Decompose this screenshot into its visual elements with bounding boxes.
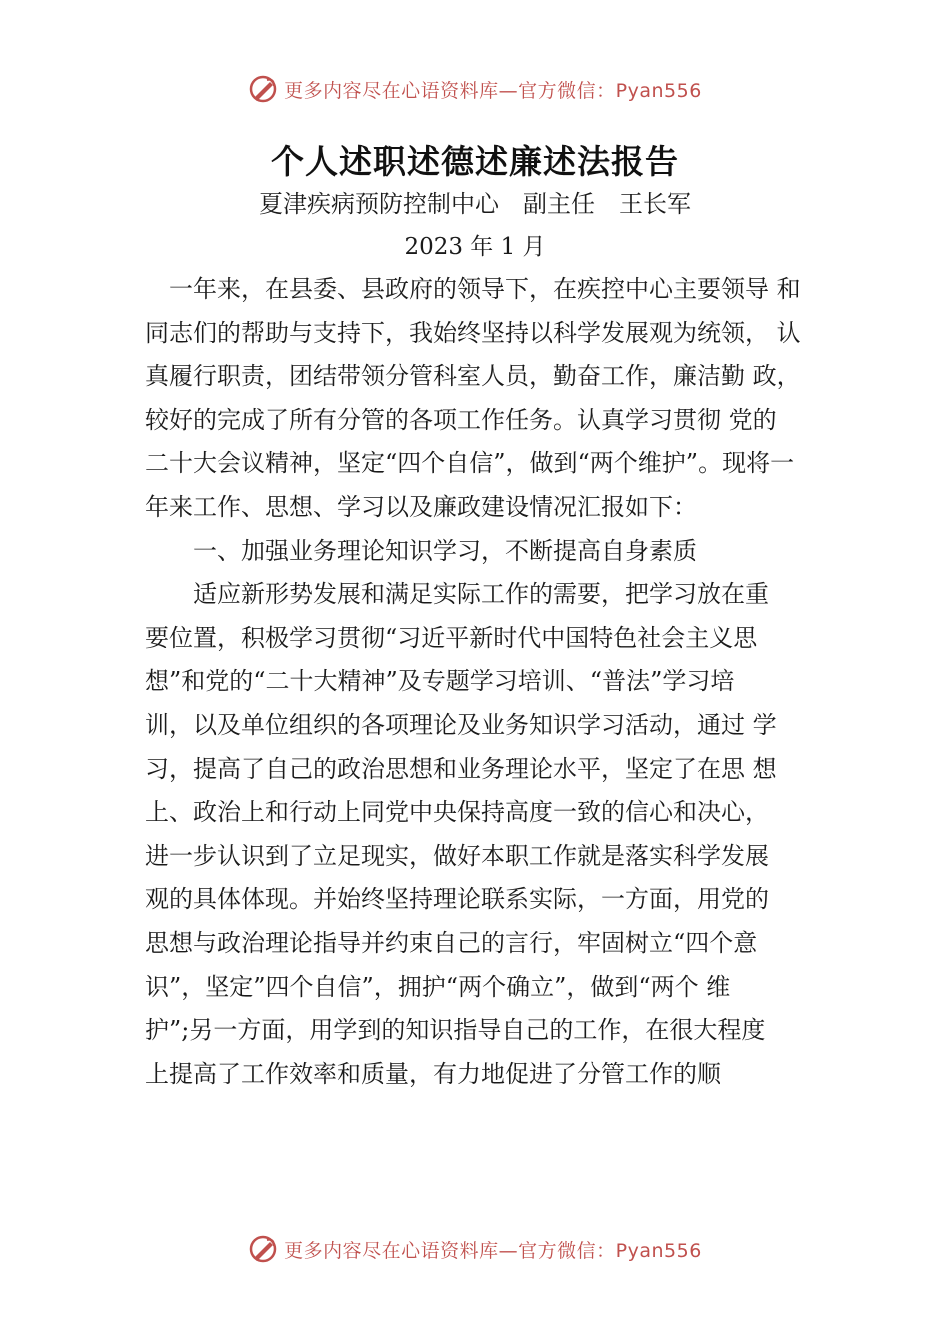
watermark-footer <box>0 1234 950 1264</box>
body-line: 适应新形势发展和满足实际工作的需要，把学习放在重 <box>145 580 769 609</box>
body-line: 想”和党的“二十大精神”及专题学习培训、“普法”学习培 <box>145 667 735 696</box>
body-line: 进一步认识到了立足现实，做好本职工作就是落实科学发展 <box>145 841 769 870</box>
watermark-text: 更多内容尽在心语资料库—官方微信：Pyan556 <box>284 1239 702 1262</box>
body-line: 识”，坚定”四个自信”，拥护“两个确立”，做到“两个 维 <box>145 972 731 1001</box>
section-heading: 一、加强业务理论知识学习，不断提高自身素质 <box>145 536 697 565</box>
pen-logo-icon <box>248 1234 278 1264</box>
body-line: 较好的完成了所有分管的各项工作任务。认真学习贯彻 党的 <box>145 405 777 434</box>
body-line: 同志们的帮助与支持下，我始终坚持以科学发展观为统领， 认 <box>145 318 801 347</box>
body-line: 上、政治上和行动上同党中央保持高度一致的信心和决心， <box>145 798 769 827</box>
body-line: 护”;另一方面，用学到的知识指导自己的工作，在很大程度 <box>145 1016 766 1045</box>
body-line: 要位置，积极学习贯彻“习近平新时代中国特色社会主义思 <box>145 623 758 652</box>
watermark-text: 更多内容尽在心语资料库—官方微信：Pyan556 <box>284 79 702 102</box>
document-body <box>145 268 835 1096</box>
body-line: 训，以及单位组织的各项理论及业务知识学习活动，通过 学 <box>145 710 777 739</box>
body-line: 上提高了工作效率和质量，有力地促进了分管工作的顺 <box>145 1059 721 1088</box>
body-line: 真履行职责，团结带领分管科室人员，勤奋工作，廉洁勤 政， <box>145 362 801 391</box>
body-line: 二十大会议精神，坚定“四个自信”，做到“两个维护”。现将一 <box>145 449 795 478</box>
author-line: 夏津疾病预防控制中心 副主任 王长军 <box>259 190 691 218</box>
pen-logo-icon <box>248 74 278 104</box>
body-line: 一年来，在县委、县政府的领导下，在疾控中心主要领导 和 <box>145 275 801 303</box>
document-date: 2023 年 1 月 <box>404 234 546 260</box>
watermark-header <box>0 74 950 104</box>
body-line: 年来工作、思想、学习以及廉政建设情况汇报如下： <box>145 492 697 521</box>
body-line: 思想与政治理论指导并约束自己的言行，牢固树立“四个意 <box>145 928 758 957</box>
document-title: 个人述职述德述廉述法报告 <box>271 142 679 181</box>
body-line: 习，提高了自己的政治思想和业务理论水平，坚定了在思 想 <box>145 754 777 783</box>
body-line: 观的具体体现。并始终坚持理论联系实际，一方面，用党的 <box>145 885 769 914</box>
